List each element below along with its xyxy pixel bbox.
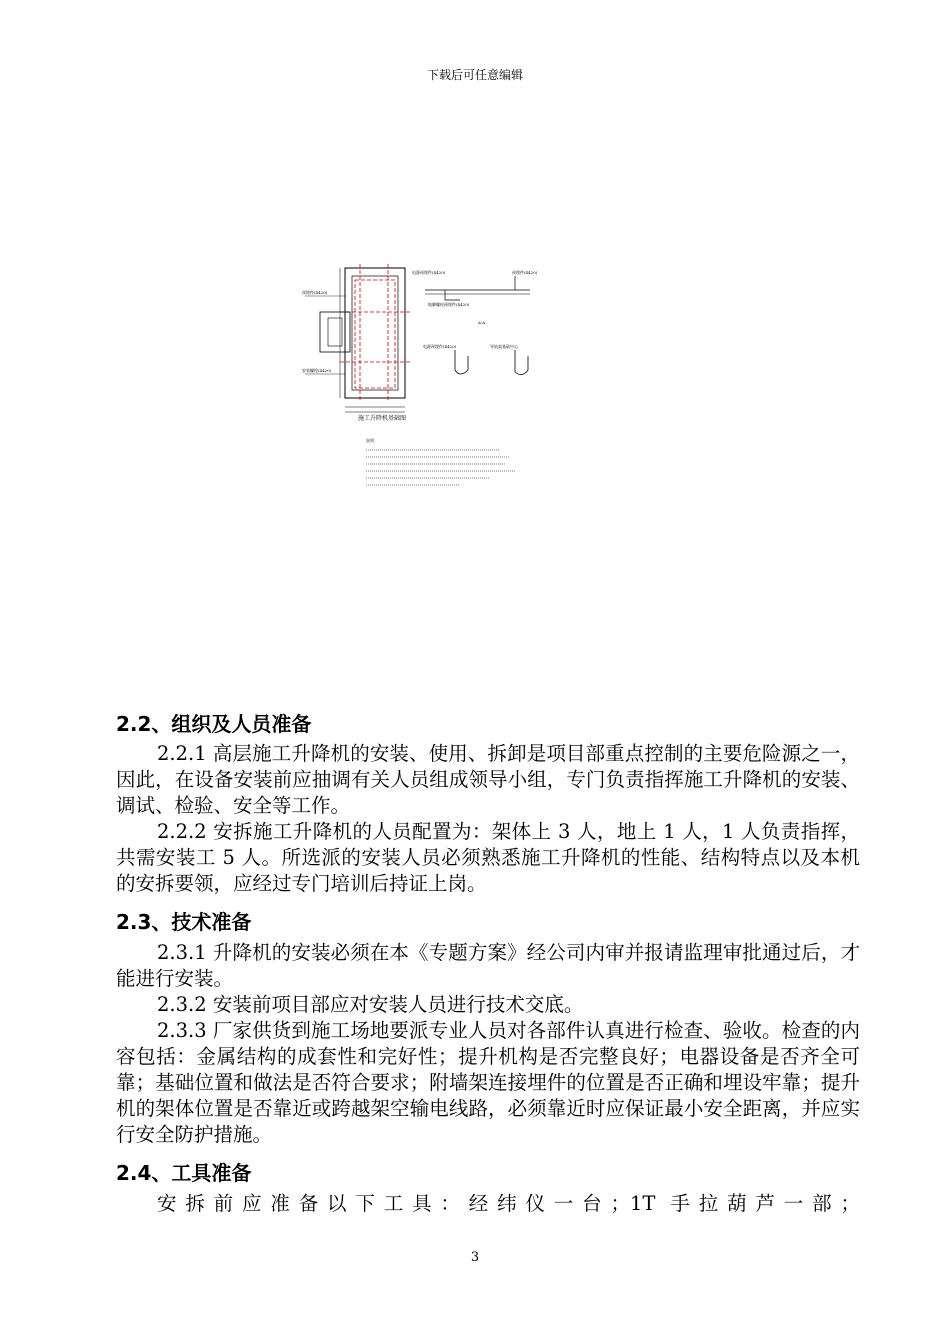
section-heading-2-4: 2.4、工具准备 (116, 1161, 252, 1185)
label-power: 电源预埋件(4420) (412, 270, 446, 275)
notes-heading: 说明 (366, 438, 374, 443)
svg-text:导轨架基础中心: 导轨架基础中心 (490, 344, 518, 349)
page-number: 3 (470, 1250, 480, 1265)
paragraph: 安拆前应准备以下工具：经纬仪一台；1T 手拉葫芦一部； (157, 1192, 860, 1215)
drawing-title: 施工升降机基础图 (358, 415, 407, 422)
section-heading-2-2: 2.2、组织及人员准备 (116, 712, 312, 736)
paragraph: 2.3.2 安装前项目部应对安装人员进行技术交底。 (157, 993, 584, 1016)
paragraph: 2.2.1 高层施工升降机的安装、使用、拆卸是项目部重点控制的主要危险源之一，因此，在设备安装前应抽调有关人员组成领导小组，专门负责指挥施工升降机的安装、调试、检验、安全等工作。 (116, 742, 860, 817)
paragraph: 2.3.1 升降机的安装必须在本《专题方案》经公司内审并报请监理审批通过后，才能进行安装。 (116, 941, 860, 990)
label-bolt: 安装螺栓(4420) (302, 368, 332, 373)
svg-text:A-A: A-A (478, 320, 486, 325)
page-header: 下载后可任意编辑 (426, 68, 523, 82)
plan-outline (345, 268, 405, 398)
label-embed: 预埋件(4420) (302, 290, 328, 295)
paragraph: 2.3.3 厂家供货到施工场地要派专业人员对各部件认真进行检查、验收。检查的内容包括：金属结构的成套性和完好性；提升机构是否完整良好；电器设备是否齐全可靠；基础位置和做法是否符合要求；附墙架连接埋件的位置是否正确和埋设牢靠；提升机的架体位置是否靠近或跨越架空输电线路，必须靠近时应保证最小安全距离，并应实行安全防护措施。 (116, 1019, 860, 1146)
svg-text:电源预埋件(4420): 电源预埋件(4420) (423, 344, 457, 349)
section-heading-2-3: 2.3、技术准备 (116, 910, 252, 934)
label-anchor: 地脚螺栓预埋件(4420) (428, 302, 470, 307)
plan-inner (352, 276, 398, 390)
foundation-drawing (300, 262, 540, 494)
paragraph: 2.2.2 安拆施工升降机的人员配置为：架体上 3 人，地上 1 人，1 人负责指挥，共需安装工 5 人。所选派的安装人员必须熟悉施工升降机的性能、结构特点以及本机的安拆要领，应经过专门培训后持证上岗。 (116, 820, 860, 895)
svg-text:预埋件(4420): 预埋件(4420) (512, 270, 538, 275)
